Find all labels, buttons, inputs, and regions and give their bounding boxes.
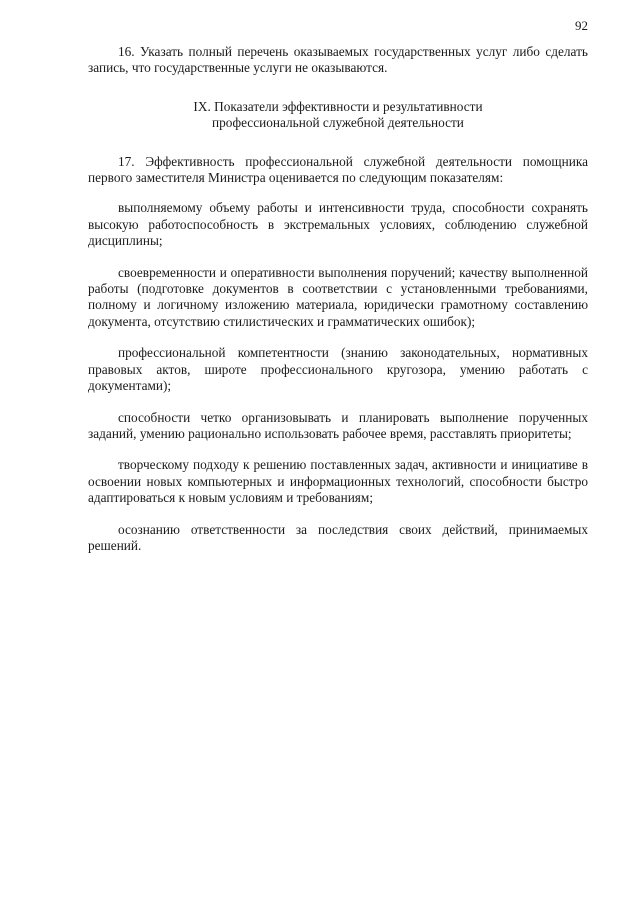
document-body: [88, 44, 588, 569]
paragraph-17: 17. Эффективность профессиональной служебной деятельности помощника первого заместителя Министра оценивается по следующим показателям:: [88, 153, 588, 186]
page-number: 92: [575, 18, 588, 33]
section-heading-line-1: IX. Показатели эффективности и результативности: [193, 98, 483, 114]
paragraph-16: 16. Указать полный перечень оказываемых государственных услуг либо сделать запись, что государственные услуги не оказываются.: [88, 44, 588, 76]
indicator-item: осознанию ответственности за последствия своих действий, принимаемых решений.: [88, 521, 588, 553]
indicator-item: творческому подходу к решению поставленных задач, активности и инициативе в освоении новых компьютерных и информационных технологий, способности быстро адаптироваться к новым условиям и требованиям;: [88, 457, 588, 506]
indicator-item: способности четко организовывать и планировать выполнение порученных заданий, умению рационально использовать рабочее время, расставлять приоритеты;: [88, 409, 588, 441]
indicator-item: своевременности и оперативности выполнения поручений; качеству выполненной работы (подготовке документов в соответствии с установленными требованиями, полному и логичному изложению материала, юридически грамотному составлению документа, отсутствию стилистических и грамматических ошибок);: [88, 264, 588, 329]
section-heading: [88, 99, 588, 132]
indicator-item: выполняемому объему работы и интенсивности труда, способности сохранять высокую работоспособность в экстремальных условиях, соблюдению служебной дисциплины;: [88, 200, 588, 249]
section-heading-line-2: профессиональной служебной деятельности: [212, 115, 464, 131]
indicator-item: профессиональной компетентности (знанию законодательных, нормативных правовых актов, широте профессионального кругозора, умению работать с документами);: [88, 345, 588, 394]
